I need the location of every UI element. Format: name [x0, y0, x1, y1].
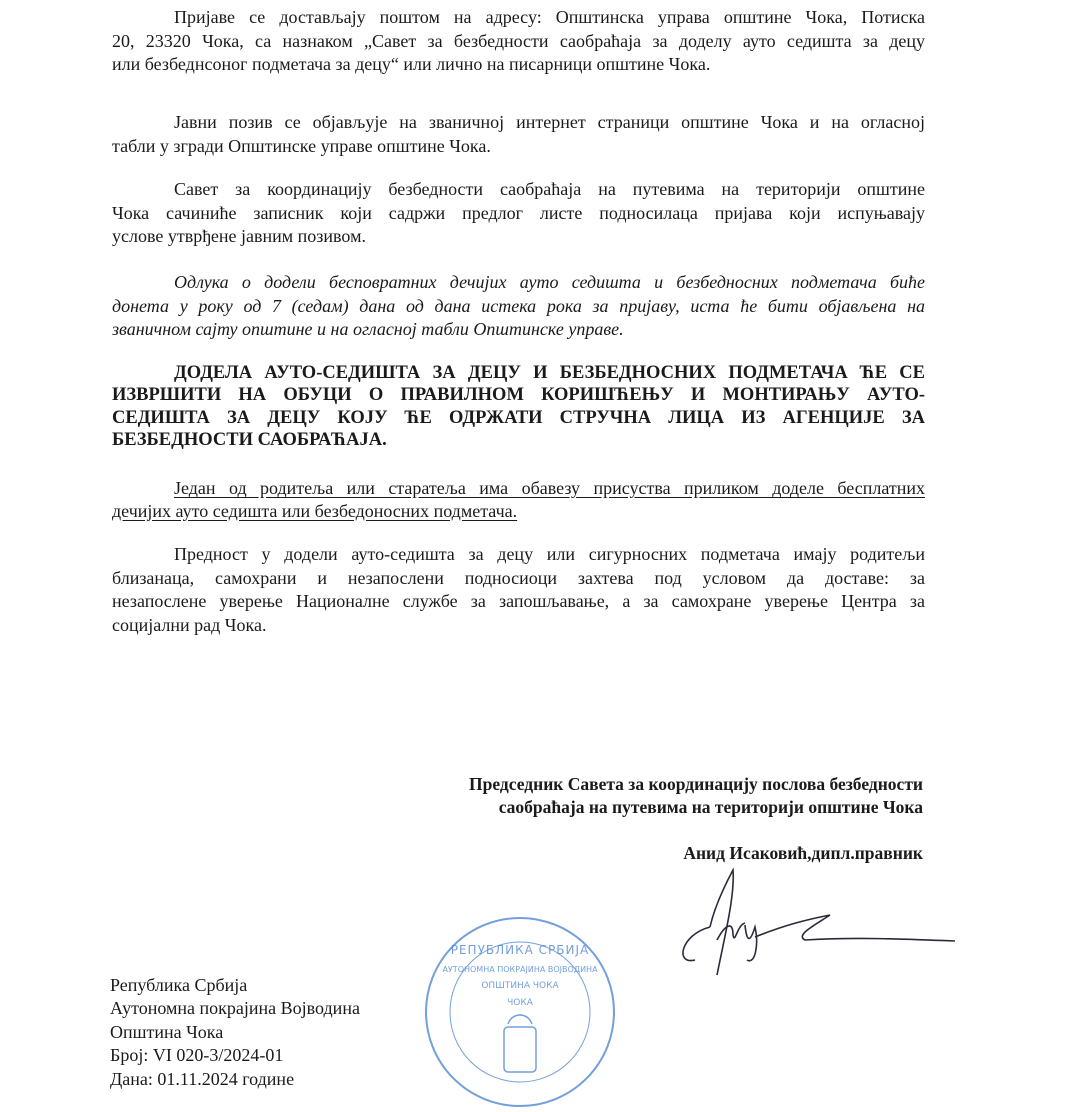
- paragraph-line: Предност у додели ауто-седишта за децу или сигурносних подметача имају родитељи: [174, 544, 925, 564]
- document-footer: [110, 974, 360, 1091]
- paragraph-line: [112, 500, 925, 523]
- footer-line: Дана: 01.11.2024 године: [110, 1068, 295, 1089]
- paragraph-line: Савет за координацију безбедности саобраћаја на путевима на територији општине: [174, 179, 925, 199]
- paragraph: [112, 362, 925, 451]
- paragraph-line: услове утврђене јавним позивом.: [112, 226, 366, 246]
- paragraph-line: ДОДЕЛА АУТО-СЕДИШТА ЗА ДЕЦУ И БЕЗБЕДНОСНИХ ПОДМЕТАЧА ЋЕ СЕ: [174, 363, 925, 383]
- paragraph-line: СЕДИШТА ЗА ДЕЦУ КОЈУ ЋЕ ОДРЖАТИ СТРУЧНА ЛИЦА ИЗ АГЕНЦИЈЕ ЗА: [112, 407, 925, 428]
- signature-title-line: Председник Савета за координацију послова безбедности: [469, 774, 923, 794]
- stamp-center-text: ЧОКА: [507, 998, 533, 1008]
- signatory-name: Анид Исаковић,дипл.правник: [683, 843, 923, 863]
- paragraph-line: званичном сајту општине и на огласној табли Општинске управе.: [112, 319, 624, 339]
- stamp-inner-text: АУТОНОМНА ПОКРАЈИНА ВОЈВОДИНА: [442, 965, 598, 974]
- footer-line: Аутономна покрајина Војводина: [110, 998, 360, 1019]
- footer-line: Општина Чока: [110, 1021, 224, 1042]
- paragraph-line: Јавни позив се објављује на званичној интернет страници општине Чока и на огласној: [174, 112, 925, 132]
- stamp-outer-text: РЕПУБЛИКА СРБИЈА: [450, 943, 590, 957]
- footer-line: Република Србија: [110, 975, 248, 995]
- paragraph: [112, 477, 925, 522]
- paragraph-line: Пријаве се достављају поштом на адресу: Општинска управа општине Чока, Потиска: [174, 7, 925, 27]
- paragraph-line: близанаца, самохрани и незапослени подносиоци захтева под условом да доставе: за: [112, 567, 925, 588]
- paragraph-line: БЕЗБЕДНОСТИ САОБРАЋАЈА.: [112, 429, 387, 450]
- paragraph-line: Одлука о додели бесповратних дечијих ауто седишта и безбедносних подметача биће: [174, 272, 925, 292]
- paragraph-line: незапослене уверење Националне службе за запошљавање, а за самохране уверење Центра за: [112, 591, 925, 611]
- handwritten-signature: [655, 865, 955, 985]
- line-text: дечијих ауто седишта или безбедоносних подметача.: [112, 500, 518, 521]
- footer-line: Број: VI 020-3/2024-01: [110, 1045, 284, 1066]
- stamp-inner-text2: ОПШТИНА ЧОКА: [481, 981, 559, 991]
- paragraph: [112, 178, 925, 249]
- paragraph-line: [112, 477, 925, 500]
- paragraph: [112, 111, 925, 158]
- paragraph-line: донета у року од 7 (седам) дана од дана истека рока за пријаву, иста ће бити објављена на: [112, 295, 925, 316]
- paragraph-line: 20, 23320 Чока, са назнаком „Савет за безбедности саобраћаја за доделу ауто седишта за децу: [112, 30, 925, 51]
- paragraph: [112, 543, 925, 637]
- paragraph: [112, 6, 925, 77]
- line-text: Један од родитеља или старатеља има обавезу присуства приликом доделе бесплатних: [174, 478, 925, 498]
- paragraph-line: социјални рад Чока.: [112, 614, 267, 635]
- paragraph-line: ИЗВРШИТИ НА ОБУЦИ О ПРАВИЛНОМ КОРИШЋЕЊУ И МОНТИРАЊУ АУТО-: [112, 385, 925, 406]
- paragraph: [112, 271, 925, 342]
- signature-title: [469, 773, 923, 818]
- signature-title-line: саобраћаја на путевима на територији општине Чока: [498, 796, 923, 817]
- paragraph-line: Чока сачиниће записник који садржи предлог листе подносилаца пријава који испуњавају: [112, 202, 925, 223]
- official-stamp: [420, 912, 620, 1112]
- paragraph-line: или безбеднсоног подметача за децу“ или лично на писарници општине Чока.: [112, 54, 711, 74]
- paragraph-line: табли у згради Општинске управе општине Чока.: [112, 135, 491, 156]
